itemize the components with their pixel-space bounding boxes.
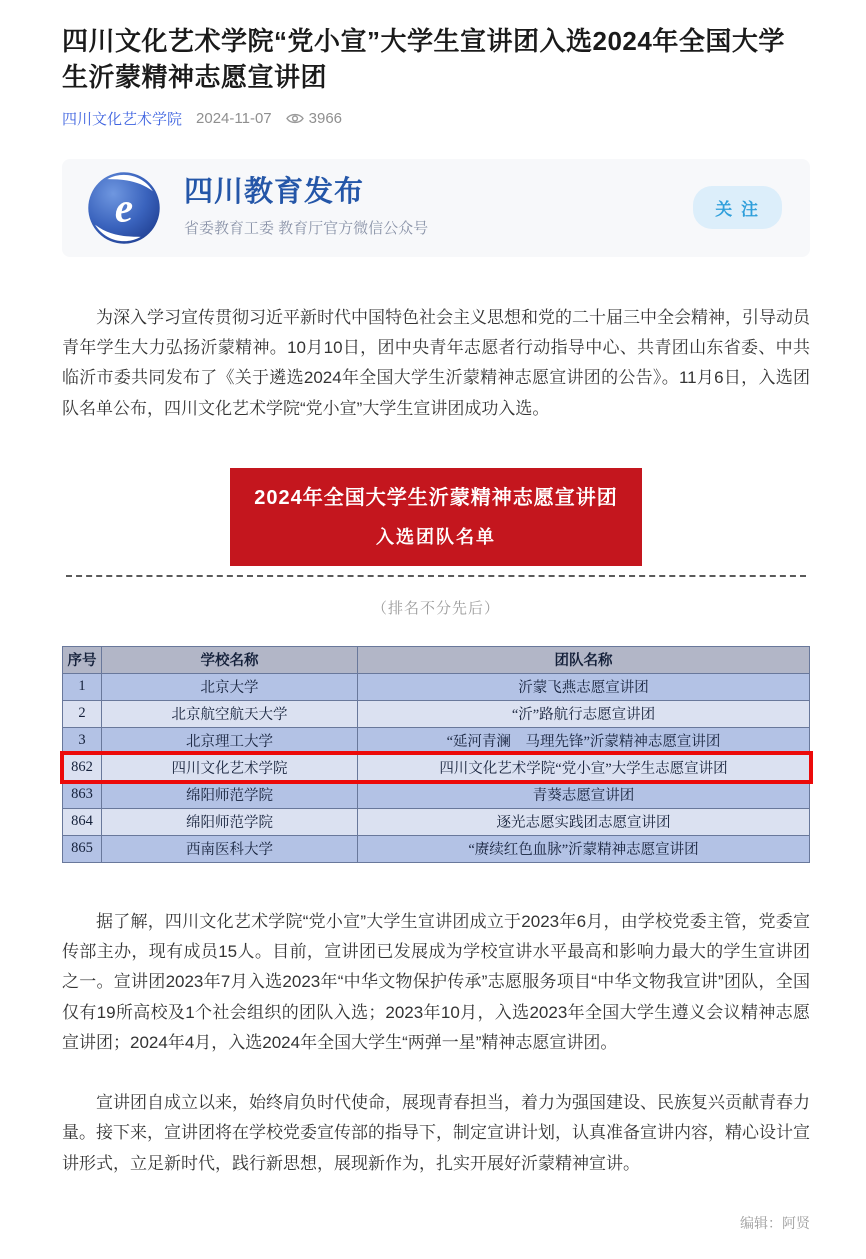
cell-no: 1: [63, 673, 102, 700]
cell-no: 2: [63, 700, 102, 727]
account-description: 省委教育工委 教育厅官方微信公众号: [184, 220, 429, 238]
follow-button[interactable]: 关 注: [693, 186, 782, 229]
dashed-divider: [66, 575, 806, 577]
page-title: 四川文化艺术学院“党小宣”大学生宣讲团入选2024年全国大学生沂蒙精神志愿宣讲团: [62, 26, 785, 92]
cell-team: 逐光志愿实践团志愿宣讲团: [358, 808, 810, 835]
table-header-row: [63, 646, 810, 673]
publish-date: 2024-11-07: [196, 109, 272, 127]
cell-no: 862: [63, 754, 102, 781]
roster-table: [62, 646, 810, 863]
source-link[interactable]: 四川文化艺术学院: [62, 110, 183, 128]
cell-school: 绵阳师范学院: [102, 781, 358, 808]
view-count-value: 3966: [308, 109, 343, 127]
header-team: 团队名称: [358, 646, 810, 673]
notice-banner-line1: 2024年全国大学生沂蒙精神志愿宣讲团: [254, 486, 618, 509]
editor-credit: 编辑：阿贤: [740, 1214, 810, 1231]
cell-school: 四川文化艺术学院: [102, 754, 358, 781]
account-name: 四川教育发布: [184, 176, 365, 209]
cell-school: 西南医科大学: [102, 835, 358, 862]
cell-team: “赓续红色血脉”沂蒙精神志愿宣讲团: [358, 835, 810, 862]
table-row: [63, 700, 810, 727]
cell-no: 863: [63, 781, 102, 808]
official-account-card[interactable]: [62, 159, 810, 257]
cell-school: 北京航空航天大学: [102, 700, 358, 727]
cell-school: 绵阳师范学院: [102, 808, 358, 835]
article-meta: [62, 108, 810, 129]
header-no: 序号: [63, 646, 102, 673]
cell-team: 沂蒙飞燕志愿宣讲团: [358, 673, 810, 700]
table-row: [63, 673, 810, 700]
notice-banner-wrap: [62, 468, 810, 566]
logo-letter: e: [114, 184, 134, 231]
table-row: [63, 808, 810, 835]
sichuan-edu-logo-icon: [86, 170, 162, 246]
table-row: [63, 835, 810, 862]
cell-team: 青葵志愿宣讲团: [358, 781, 810, 808]
cell-team: “延河青澜 马理先锋”沂蒙精神志愿宣讲团: [358, 727, 810, 754]
eye-icon: [286, 112, 304, 125]
paragraph-2: 据了解，四川文化艺术学院“党小宣”大学生宣讲团成立于2023年6月，由学校党委主管，党委宣传部主办，现有成员15人。目前，宣讲团已发展成为学校宣讲水平最高和影响力最大的学生宣讲团之一。宣讲团2023年7月入选2023年“中华文物保护传承”志愿服务项目“中华文物我宣讲”团队，全国仅有19所高校及1个社会组织的团队入选；2023年10月，入选2023年全国大学生遵义会议精神志愿宣讲团；2024年4月，入选2024年全国大学生“两弹一星”精神志愿宣讲团。: [62, 911, 810, 1052]
cell-no: 865: [63, 835, 102, 862]
notice-banner-line2: 入选团队名单: [376, 526, 496, 547]
table-row: [63, 727, 810, 754]
view-count: [286, 110, 342, 127]
cell-school: 北京理工大学: [102, 727, 358, 754]
cell-team: 四川文化艺术学院“党小宣”大学生志愿宣讲团: [358, 754, 810, 781]
paragraph-1: 为深入学习宣传贯彻习近平新时代中国特色社会主义思想和党的二十届三中全会精神，引导动员青年学生大力弘扬沂蒙精神。10月10日，团中央青年志愿者行动指导中心、共青团山东省委、中共临沂市委共同发布了《关于遴选2024年全国大学生沂蒙精神志愿宣讲团的公告》。11月6日，入选团队名单公布，四川文化艺术学院“党小宣”大学生宣讲团成功入选。: [62, 307, 810, 418]
table-row-highlighted: [63, 754, 810, 781]
table-row: [63, 781, 810, 808]
cell-school: 北京大学: [102, 673, 358, 700]
cell-team: “沂”路航行志愿宣讲团: [358, 700, 810, 727]
header-school: 学校名称: [102, 646, 358, 673]
account-info: [184, 177, 693, 238]
notice-banner: [230, 468, 642, 566]
rank-note: （排名不分先后）: [371, 599, 500, 617]
cell-no: 864: [63, 808, 102, 835]
cell-no: 3: [63, 727, 102, 754]
paragraph-3: 宣讲团自成立以来，始终肩负时代使命，展现青春担当，着力为强国建设、民族复兴贡献青春力量。接下来，宣讲团将在学校党委宣传部的指导下，制定宣讲计划，认真准备宣讲内容，精心设计宣讲形式，立足新时代，践行新思想，展现新作为，扎实开展好沂蒙精神宣讲。: [62, 1093, 810, 1173]
